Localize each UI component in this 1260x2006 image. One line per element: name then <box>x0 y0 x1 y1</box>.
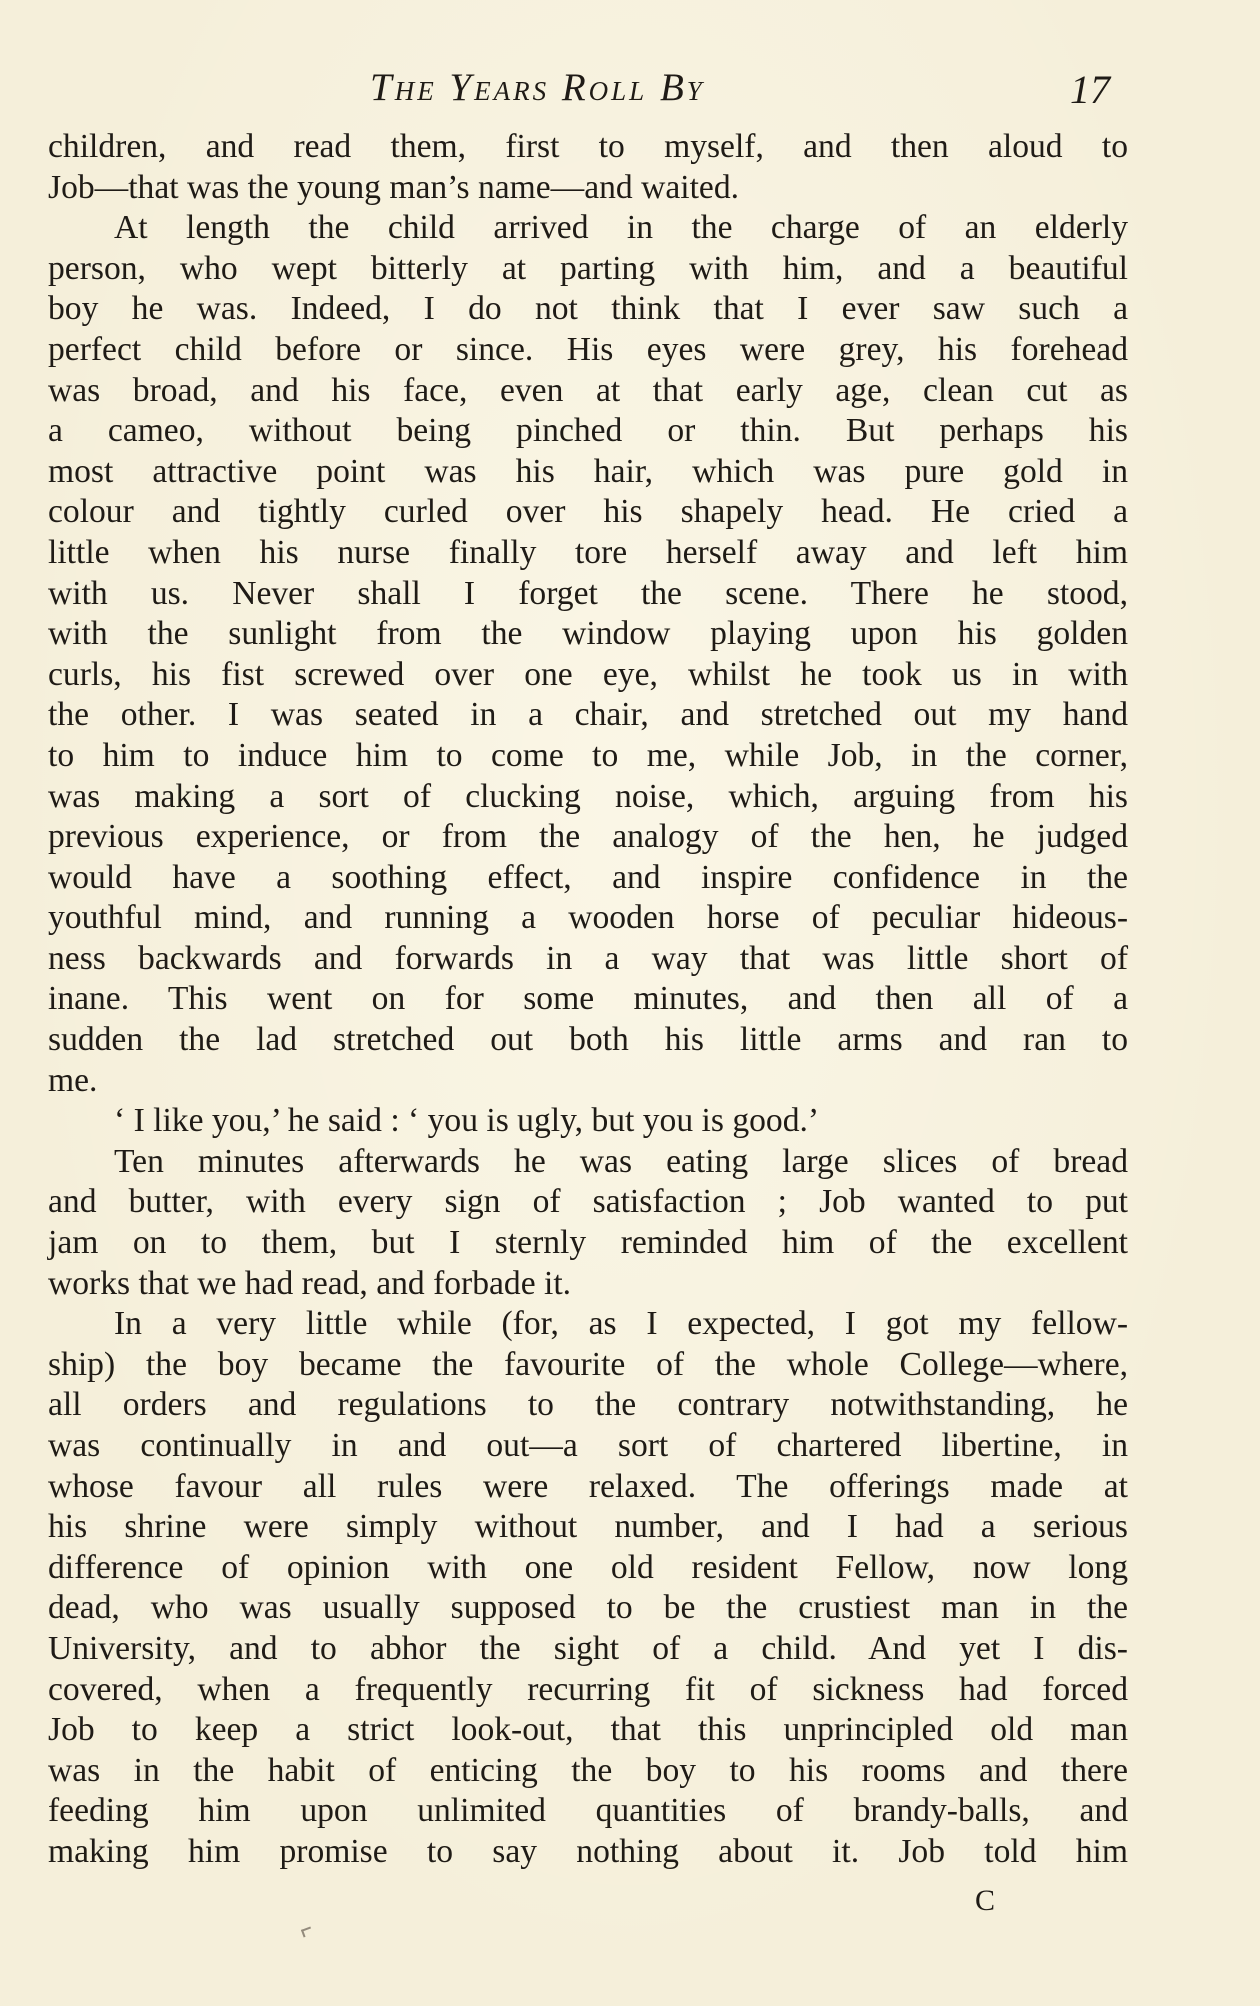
text-line: Job—that was the young man’s name—and waited. <box>48 168 740 206</box>
signature-mark: C <box>975 1884 996 1917</box>
text-line: inane. This went on for some minutes, and then all of a <box>48 980 1128 1018</box>
text-line: covered, when a frequently recurring fit of sickness had forced <box>48 1670 1128 1708</box>
text-line: In a very little while (for, as I expected, I got my fellow- <box>114 1305 1128 1343</box>
text-line: was continually in and out—a sort of chartered libertine, in <box>48 1427 1128 1464</box>
text-line: curls, his fist screwed over one eye, whilst he took us in with <box>48 655 1128 693</box>
text-line: ness backwards and forwards in a way that was little short of <box>48 939 1128 977</box>
text-line: dead, who was usually supposed to be the crustiest man in the <box>48 1589 1128 1627</box>
running-title: The Years Roll By <box>370 66 705 109</box>
text-line: Job to keep a strict look-out, that this unprincipled old man <box>48 1711 1128 1749</box>
text-line: was making a sort of clucking noise, which, arguing from his <box>48 777 1128 815</box>
text-line: all orders and regulations to the contrary notwithstanding, he <box>48 1386 1128 1424</box>
text-line: and butter, with every sign of satisfaction ; Job wanted to put <box>48 1183 1128 1221</box>
text-line: colour and tightly curled over his shapely head. He cried a <box>48 493 1128 531</box>
text-line: whose favour all rules were relaxed. The offerings made at <box>48 1467 1128 1505</box>
text-line: with the sunlight from the window playing upon his golden <box>48 615 1128 653</box>
text-line: a cameo, without being pinched or thin. But perhaps his <box>48 412 1128 450</box>
text-line: his shrine were simply without number, and I had a serious <box>48 1508 1128 1546</box>
text-line: previous experience, or from the analogy of the hen, he judged <box>48 818 1128 856</box>
text-line: with us. Never shall I forget the scene. There he stood, <box>48 574 1128 612</box>
text-line: to him to induce him to come to me, while Job, in the corner, <box>48 736 1128 774</box>
text-line: children, and read them, first to myself, and then aloud to <box>48 128 1128 165</box>
page-number: 17 <box>1070 67 1110 112</box>
text-line: boy he was. Indeed, I do not think that I ever saw such a <box>48 290 1128 328</box>
ink-speck <box>301 1927 313 1938</box>
text-line: most attractive point was his hair, which was pure gold in <box>48 452 1128 490</box>
text-line: ‘ I like you,’ he said : ‘ you is ugly, but you is good.’ <box>114 1102 820 1140</box>
text-line: Ten minutes afterwards he was eating large slices of bread <box>114 1142 1128 1180</box>
text-line: University, and to abhor the sight of a child. And yet I dis- <box>48 1629 1128 1667</box>
text-line: youthful mind, and running a wooden horse of peculiar hideous- <box>48 899 1128 937</box>
text-line: the other. I was seated in a chair, and stretched out my hand <box>48 696 1128 734</box>
text-line: At length the child arrived in the charge of an elderly <box>114 209 1128 247</box>
body-text <box>48 127 1128 1873</box>
text-line: making him promise to say nothing about it. Job told him <box>48 1832 1128 1870</box>
text-line: me. <box>48 1061 98 1099</box>
text-line: ship) the boy became the favourite of the whole College—where, <box>48 1345 1128 1383</box>
text-line: sudden the lad stretched out both his little arms and ran to <box>48 1021 1128 1059</box>
running-head <box>0 58 1260 118</box>
text-line: was in the habit of enticing the boy to his rooms and there <box>48 1751 1128 1789</box>
text-line: would have a soothing effect, and inspire confidence in the <box>48 858 1128 896</box>
text-line: perfect child before or since. His eyes were grey, his forehead <box>48 330 1128 368</box>
text-line: works that we had read, and forbade it. <box>48 1264 572 1302</box>
text-line: difference of opinion with one old resident Fellow, now long <box>48 1548 1128 1586</box>
text-line: was broad, and his face, even at that early age, clean cut as <box>48 371 1128 409</box>
text-line: person, who wept bitterly at parting with him, and a beautiful <box>48 249 1128 287</box>
text-line: jam on to them, but I sternly reminded him of the excellent <box>48 1224 1128 1262</box>
text-line: little when his nurse finally tore herself away and left him <box>48 533 1128 571</box>
text-line: feeding him upon unlimited quantities of brandy-balls, and <box>48 1792 1128 1830</box>
